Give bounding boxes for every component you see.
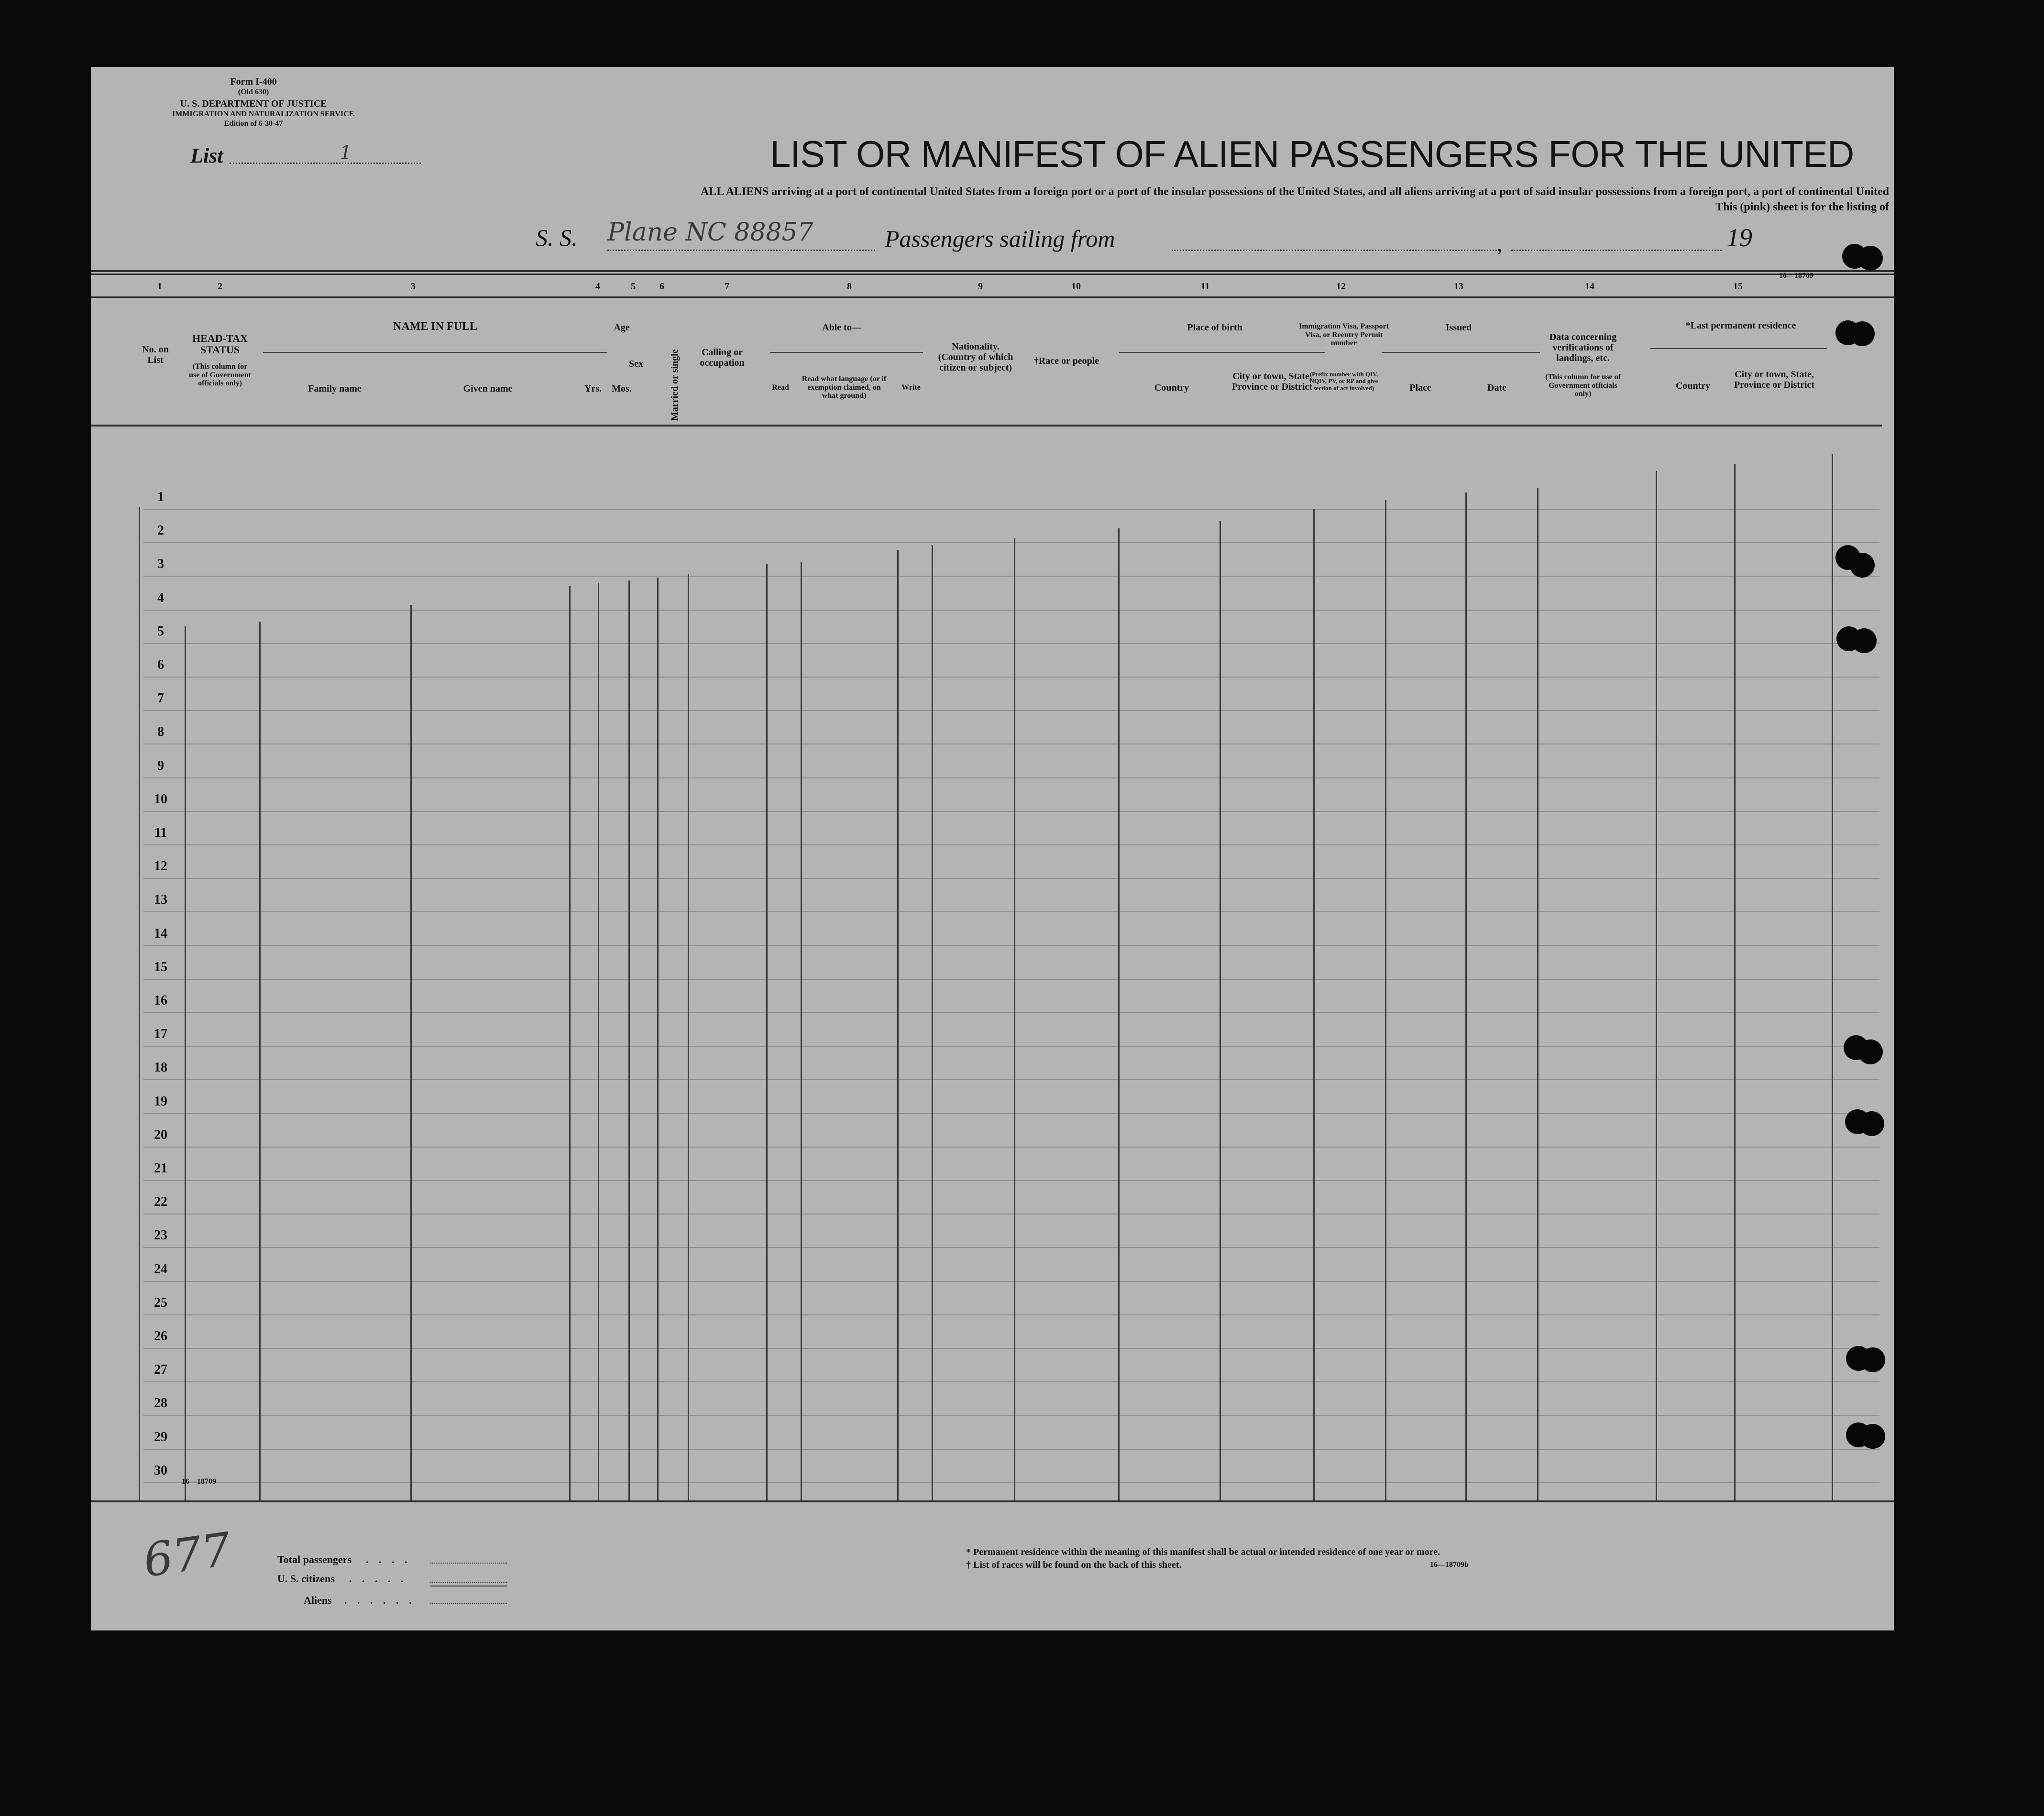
- ss-label: S. S.: [536, 224, 578, 251]
- header-race: †Race or people: [1033, 356, 1099, 366]
- footnote-residence: * Permanent residence within the meaning of this manifest shall be actual or intended residence of one year or more.: [966, 1547, 1440, 1557]
- header-read-language: Read what language (or if exemption claimed, on what ground): [802, 375, 887, 400]
- header-immigration-visa: Immigration Visa, Passport Visa, or Reentry Permit number: [1299, 322, 1389, 348]
- able-to-divider: [770, 352, 923, 353]
- column-line: [766, 564, 768, 1500]
- row-rule: [143, 878, 1879, 879]
- header-pob-country: Country: [1154, 383, 1189, 393]
- row-number: 5: [157, 624, 164, 639]
- column-line: [569, 586, 571, 1500]
- header-married-single: Married or single: [670, 349, 680, 421]
- us-citizens-line: [430, 1582, 507, 1583]
- column-line: [628, 580, 630, 1500]
- col-num-2: 2: [218, 281, 222, 292]
- place-of-birth-divider: [1119, 352, 1325, 353]
- row-rule: [143, 777, 1879, 778]
- footer-code-b: 16—18709b: [1430, 1561, 1469, 1569]
- header-read: Read: [772, 383, 789, 392]
- name-divider: [263, 352, 607, 353]
- row-rule: [143, 576, 1879, 577]
- header-nationality: Nationality. (Country of which citizen or subject): [938, 341, 1013, 373]
- row-rule: [143, 1314, 1879, 1315]
- footer-form-code: 16—18709: [182, 1477, 216, 1486]
- header-write: Write: [901, 383, 921, 392]
- column-line: [598, 583, 599, 1500]
- form-edition: Edition of 6-30-47: [224, 120, 283, 128]
- column-line: [688, 574, 689, 1500]
- column-line: [1220, 521, 1221, 1500]
- row-number: 2: [157, 523, 164, 538]
- header-form-code: 16—18709: [1779, 272, 1813, 280]
- header-no-on-list: No. on List: [142, 344, 169, 365]
- row-rule: [143, 710, 1879, 711]
- header-issued-date: Date: [1487, 383, 1506, 393]
- column-line: [897, 550, 899, 1500]
- col-num-9: 9: [978, 281, 983, 292]
- year-label: 19: [1726, 223, 1752, 252]
- row-number: 24: [154, 1261, 167, 1277]
- service-name: IMMIGRATION AND NATURALIZATION SERVICE: [172, 110, 354, 118]
- header-sex: Sex: [629, 359, 643, 369]
- row-number: 15: [154, 959, 167, 974]
- col-num-5: 5: [631, 281, 636, 292]
- column-number-rule: [91, 296, 1894, 298]
- aliens-dots: . . . . . .: [344, 1594, 416, 1606]
- header-head-tax-note: (This column for use of Government officials only): [189, 362, 251, 388]
- row-number: 11: [154, 825, 167, 840]
- header-head-tax: HEAD-TAX STATUS: [192, 332, 248, 356]
- row-number: 13: [154, 892, 167, 908]
- col-num-11: 11: [1200, 281, 1210, 292]
- column-line: [1656, 471, 1657, 1500]
- row-rule: [143, 1046, 1879, 1047]
- list-label: List: [190, 144, 223, 167]
- row-rule: [143, 509, 1879, 510]
- row-number: 30: [154, 1463, 167, 1478]
- table-bottom-rule: [91, 1500, 1894, 1502]
- row-number: 4: [157, 590, 164, 605]
- punch-hole: [1850, 321, 1875, 346]
- col-num-7: 7: [725, 281, 729, 292]
- row-number: 27: [154, 1362, 167, 1378]
- subtitle-line-1: ALL ALIENS arriving at a port of continental United States from a foreign port or a port of the insular possessions of the United States, and all aliens arriving at a port of said insular possessions from a foreign port, a port of continental United: [701, 186, 1889, 198]
- header-yrs: Yrs.: [584, 383, 602, 394]
- row-number: 26: [154, 1329, 167, 1344]
- aliens-label: Aliens: [304, 1594, 332, 1606]
- punch-hole: [1860, 1347, 1885, 1372]
- col-num-6: 6: [659, 281, 664, 292]
- row-rule: [143, 911, 1879, 912]
- row-rule: [143, 1079, 1879, 1080]
- row-rule: [143, 1281, 1879, 1282]
- list-field-line: [230, 163, 421, 164]
- header-data-note: (This column for use of Government officials only): [1545, 373, 1621, 398]
- row-rule: [143, 1348, 1879, 1349]
- manifest-sheet: [91, 67, 1894, 1630]
- header-data-concerning: Data concerning verifications of landings, etc.: [1549, 332, 1617, 363]
- row-rule: [143, 542, 1879, 543]
- column-line: [259, 622, 261, 1500]
- column-line: [932, 545, 933, 1500]
- sailing-port-line: [1172, 250, 1497, 251]
- row-number: 8: [157, 724, 164, 740]
- column-line: [1832, 454, 1833, 1500]
- header-mos: Mos.: [612, 383, 632, 394]
- header-given-name: Given name: [463, 383, 513, 394]
- header-lr-country: Country: [1675, 381, 1711, 391]
- row-rule: [143, 1415, 1879, 1416]
- column-line: [1465, 492, 1467, 1500]
- column-line: [801, 562, 802, 1500]
- row-rule: [143, 610, 1879, 611]
- column-line: [1385, 500, 1386, 1500]
- column-line: [185, 626, 186, 1500]
- department-name: U. S. DEPARTMENT OF JUSTICE: [180, 98, 327, 109]
- row-number: 28: [154, 1396, 167, 1411]
- row-rule: [143, 1180, 1879, 1181]
- header-visa-note: (Prefix number with QIV, NQIV, PV, or RP and give section of act involved): [1309, 371, 1378, 392]
- row-number: 10: [154, 791, 167, 807]
- header-able-to: Able to—: [822, 322, 861, 333]
- row-number: 20: [154, 1127, 167, 1142]
- row-rule: [143, 1247, 1879, 1248]
- row-rule: [143, 1482, 1879, 1483]
- header-family-name: Family name: [308, 383, 362, 394]
- ss-field-line: [607, 250, 875, 251]
- form-number: Form I-400: [230, 77, 277, 87]
- header-issued: Issued: [1445, 322, 1472, 333]
- manifest-title: LIST OR MANIFEST OF ALIEN PASSENGERS FOR THE UNITED: [770, 133, 1854, 175]
- us-citizens-dots: . . . . .: [349, 1573, 407, 1585]
- aliens-line: [430, 1603, 507, 1604]
- col-num-13: 13: [1454, 281, 1463, 292]
- row-rule: [143, 643, 1879, 644]
- header-calling: Calling or occupation: [700, 347, 745, 368]
- row-number: 14: [154, 926, 167, 941]
- row-number: 21: [154, 1161, 167, 1176]
- handwritten-number: 677: [140, 1522, 235, 1588]
- punch-hole: [1850, 553, 1875, 578]
- total-passengers-dots: . . . .: [366, 1553, 411, 1565]
- sailing-date-line: [1511, 250, 1722, 251]
- row-number: 9: [157, 758, 164, 773]
- row-number: 3: [157, 557, 164, 572]
- row-number: 16: [154, 993, 167, 1008]
- row-rule: [143, 1449, 1879, 1450]
- punch-hole: [1860, 1424, 1885, 1449]
- col-num-15: 15: [1733, 281, 1743, 292]
- last-residence-divider: [1650, 348, 1827, 349]
- column-line: [410, 605, 412, 1500]
- issued-divider: [1382, 352, 1540, 353]
- row-number: 17: [154, 1027, 167, 1042]
- us-citizens-label: U. S. citizens: [277, 1573, 335, 1585]
- column-line: [1014, 538, 1015, 1500]
- col-num-14: 14: [1585, 281, 1594, 292]
- col-num-10: 10: [1071, 281, 1081, 292]
- row-number: 22: [154, 1194, 167, 1210]
- row-number: 29: [154, 1429, 167, 1444]
- row-number: 7: [157, 691, 164, 706]
- header-rule-bottom: [91, 425, 1882, 427]
- punch-hole: [1859, 1111, 1884, 1136]
- header-rule-top-2: [91, 273, 1894, 275]
- row-number: 23: [154, 1228, 167, 1243]
- col-num-1: 1: [157, 281, 162, 292]
- col-num-8: 8: [847, 281, 852, 292]
- col-num-3: 3: [411, 281, 416, 292]
- header-rule-top: [91, 270, 1894, 272]
- row-rule: [143, 1381, 1879, 1382]
- header-age: Age: [614, 322, 630, 333]
- header-pob-city: City or town, State, Province or District: [1231, 371, 1313, 392]
- punch-hole: [1858, 1039, 1883, 1064]
- row-rule: [143, 811, 1879, 812]
- row-rule: [143, 945, 1879, 946]
- row-rule: [143, 979, 1879, 980]
- header-last-residence: *Last permanent residence: [1685, 320, 1796, 331]
- row-number: 1: [157, 490, 164, 504]
- row-rule: [143, 1113, 1879, 1114]
- col-num-4: 4: [595, 281, 600, 292]
- row-number: 25: [154, 1295, 167, 1310]
- column-line: [1537, 488, 1538, 1500]
- punch-hole: [1852, 628, 1877, 653]
- ss-value: Plane NC 88857: [607, 218, 813, 247]
- row-rule: [143, 1147, 1879, 1148]
- row-number: 18: [154, 1060, 167, 1075]
- list-value: 1: [340, 142, 352, 164]
- row-number: 6: [157, 657, 164, 672]
- punch-hole: [1858, 246, 1883, 271]
- form-old-number: (Old 630): [238, 88, 269, 96]
- col-num-12: 12: [1336, 281, 1346, 292]
- column-line: [657, 578, 659, 1500]
- header-issued-place: Place: [1409, 383, 1431, 393]
- header-lr-city: City or town, State, Province or District: [1734, 369, 1815, 390]
- header-place-of-birth: Place of birth: [1187, 322, 1242, 333]
- row-number: 19: [154, 1094, 167, 1109]
- row-number: 12: [154, 859, 167, 874]
- total-passengers-line: [430, 1563, 507, 1564]
- header-name-in-full: NAME IN FULL: [393, 320, 477, 333]
- subtitle-line-2: This (pink) sheet is for the listing of: [1715, 201, 1889, 213]
- row-rule: [143, 1012, 1879, 1013]
- row-rule: [143, 677, 1879, 678]
- column-line: [1313, 509, 1315, 1500]
- total-passengers-label: Total passengers: [277, 1553, 352, 1565]
- footnote-races: † List of races will be found on the back of this sheet.: [966, 1560, 1182, 1570]
- row-rule: [143, 844, 1879, 845]
- sailing-comma: ,: [1497, 231, 1503, 256]
- column-line: [1734, 464, 1736, 1500]
- column-line: [1118, 528, 1120, 1500]
- sailing-label: Passengers sailing from: [885, 225, 1115, 252]
